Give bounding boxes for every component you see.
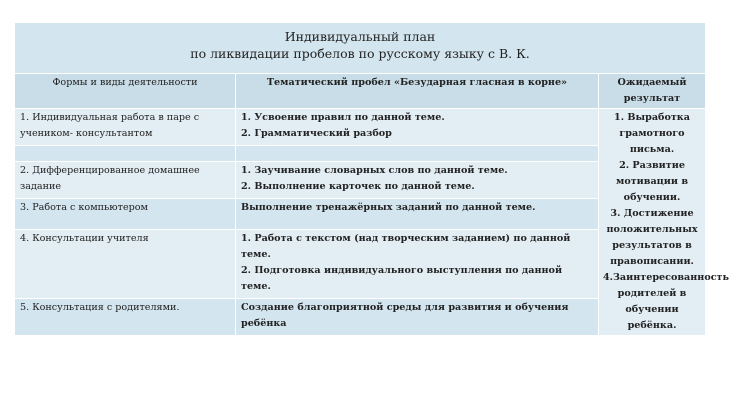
result-item-3: 3. Достижение положительных результатов в правописании. [606, 208, 698, 267]
row-5-topic-line-2: 2. Подготовка индивидуального выступления по данной теме. [241, 264, 563, 292]
individual-plan-table [14, 22, 729, 336]
row-2-form [15, 146, 236, 161]
row-2-topic [236, 146, 599, 161]
title-line-2: по ликвидации пробелов по русскому языку с В. К. [190, 46, 530, 61]
row-6-topic: Создание благоприятной среды для развития и обучения ребёнка [236, 298, 599, 335]
row-1-form: 1. Индивидуальная работа в паре с учеником- консультантом [15, 109, 236, 146]
header-topic: Тематический пробел «Безударная гласная в корне» [236, 74, 599, 109]
expected-result-cell [599, 109, 729, 336]
header-row [15, 74, 706, 109]
row-6-form: 5. Консультация с родителями. [15, 298, 236, 335]
row-4-form: 3. Работа с компьютером [15, 198, 236, 229]
row-3-topic [236, 161, 599, 198]
result-item-2: 2. Развитие мотивации в обучении. [616, 160, 688, 203]
row-1-topic-line-1: 1. Усвоение правил по данной теме. [241, 112, 445, 123]
table-title [15, 23, 706, 74]
row-5-topic [236, 229, 599, 298]
row-4-topic: Выполнение тренажёрных заданий по данной теме. [236, 198, 599, 229]
result-item-4: 4.Заинтересованность родителей в обучении ребёнка. [603, 272, 729, 331]
header-result: Ожидаемый результат [599, 74, 706, 109]
row-1-topic-line-2: 2. Грамматический разбор [241, 128, 392, 139]
row-3-form: 2. Дифференцированное домашнее задание [15, 161, 236, 198]
row-5-form: 4. Консультации учителя [15, 229, 236, 298]
row-3-topic-line-2: 2. Выполнение карточек по данной теме. [241, 180, 475, 192]
row-1-topic [236, 109, 599, 146]
row-5-topic-line-1: 1. Работа с текстом (над творческим заданием) по данной теме. [241, 232, 571, 260]
header-forms: Формы и виды деятельности [15, 74, 236, 109]
title-row [15, 23, 706, 74]
title-line-1: Индивидуальный план [284, 29, 436, 44]
row-3-topic-line-1: 1. Заучивание словарных слов по данной теме. [241, 164, 508, 176]
result-item-1: 1. Выработка грамотного письма. [614, 112, 690, 155]
table-row [15, 109, 706, 146]
